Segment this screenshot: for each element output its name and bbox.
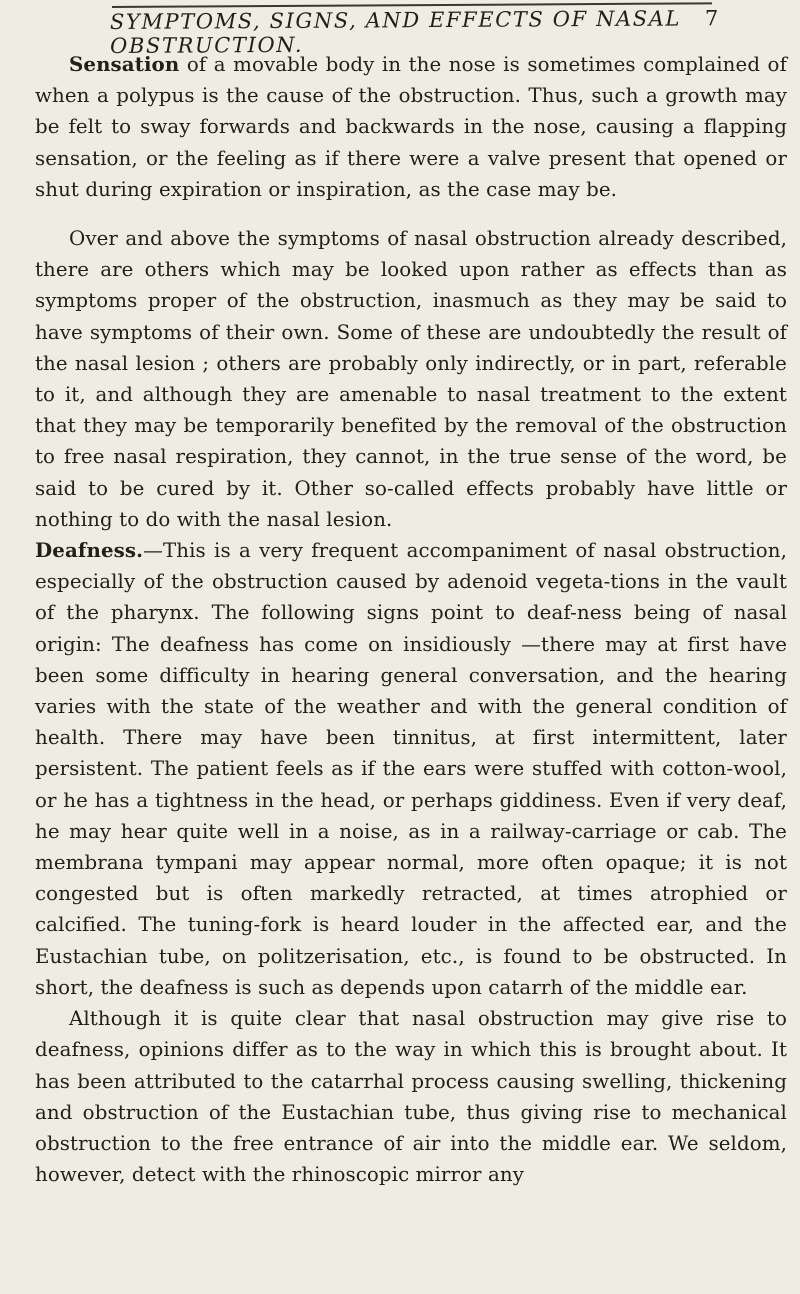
paragraph-text: —This is a very frequent accompaniment of nasal obstruction, especially of the obstruction caused by adenoid vegeta-tions in the vault of the pharynx. The following signs point to deaf-ness being of nasal origin: The deafness has come on insidiously —there may at first have been some difficulty in hearing general conversation, and the hearing varies with the state of the weather and with the general condition of health. There may have been tinnitus, at first intermittent, later persistent. The patient feels as if the ears were stuffed with cotton-wool, or he has a tightness in the head, or perhaps giddiness. Even if very deaf, he may hear quite well in a noise, as in a railway-carriage or cab. The membrana tympani may appear normal, more often opaque; it is not congested but is often markedly retracted, at times atrophied or calcified. The tuning-fork is heard louder in the affected ear, and the Eustachian tube, on politzerisation, etc., is found to be obstructed. In short, the deafness is such as depends upon catarrh of the middle ear.: [35, 539, 787, 999]
paragraph-effects: [35, 223, 787, 535]
paragraph-sensation: [35, 49, 787, 205]
paragraph-mechanism: [35, 1003, 787, 1190]
paragraph-deafness: [35, 535, 787, 1003]
running-head-title: SYMPTOMS, SIGNS, AND EFFECTS OF NASAL OBSTRUCTION.: [109, 6, 682, 58]
running-head: [109, 6, 721, 58]
body-text: [35, 49, 787, 1190]
paragraph-text: Over and above the symptoms of nasal obstruction already described, there are others which may be looked upon rather as effects than as symptoms proper of the obstruction, inasmuch as they may be said to have symptoms of their own. Some of these are undoubtedly the result of the nasal lesion ; others are probably only indirectly, or in part, referable to it, and although they are amenable to nasal treatment to the extent that they may be temporarily benefited by the removal of the obstruction to free nasal respiration, they cannot, in the true sense of the word, be said to be cured by it. Other so-called effects probably have little or nothing to do with the nasal lesion.: [35, 227, 787, 531]
run-in-heading-deafness: Deafness.: [35, 538, 144, 563]
paragraph-text: Although it is quite clear that nasal obstruction may give rise to deafness, opinions differ as to the way in which this is brought about. It has been attributed to the catarrhal process causing swelling, thickening and obstruction of the Eustachian tube, thus giving rise to mechanical obstruction to the free entrance of air into the middle ear. We seldom, however, detect with the rhinoscopic mirror any: [35, 1007, 787, 1187]
run-in-heading-sensation: Sensation: [69, 52, 180, 76]
page-number: 7: [704, 6, 721, 31]
paragraph-text: of a movable body in the nose is sometimes complained of when a polypus is the cause of the obstruction. Thus, such a growth may be felt to sway forwards and backwards in the nose, causing a flapping sensation, or the feeling as if there were a valve present that opened or shut during expiration or inspiration, as the case may be.: [35, 53, 787, 201]
